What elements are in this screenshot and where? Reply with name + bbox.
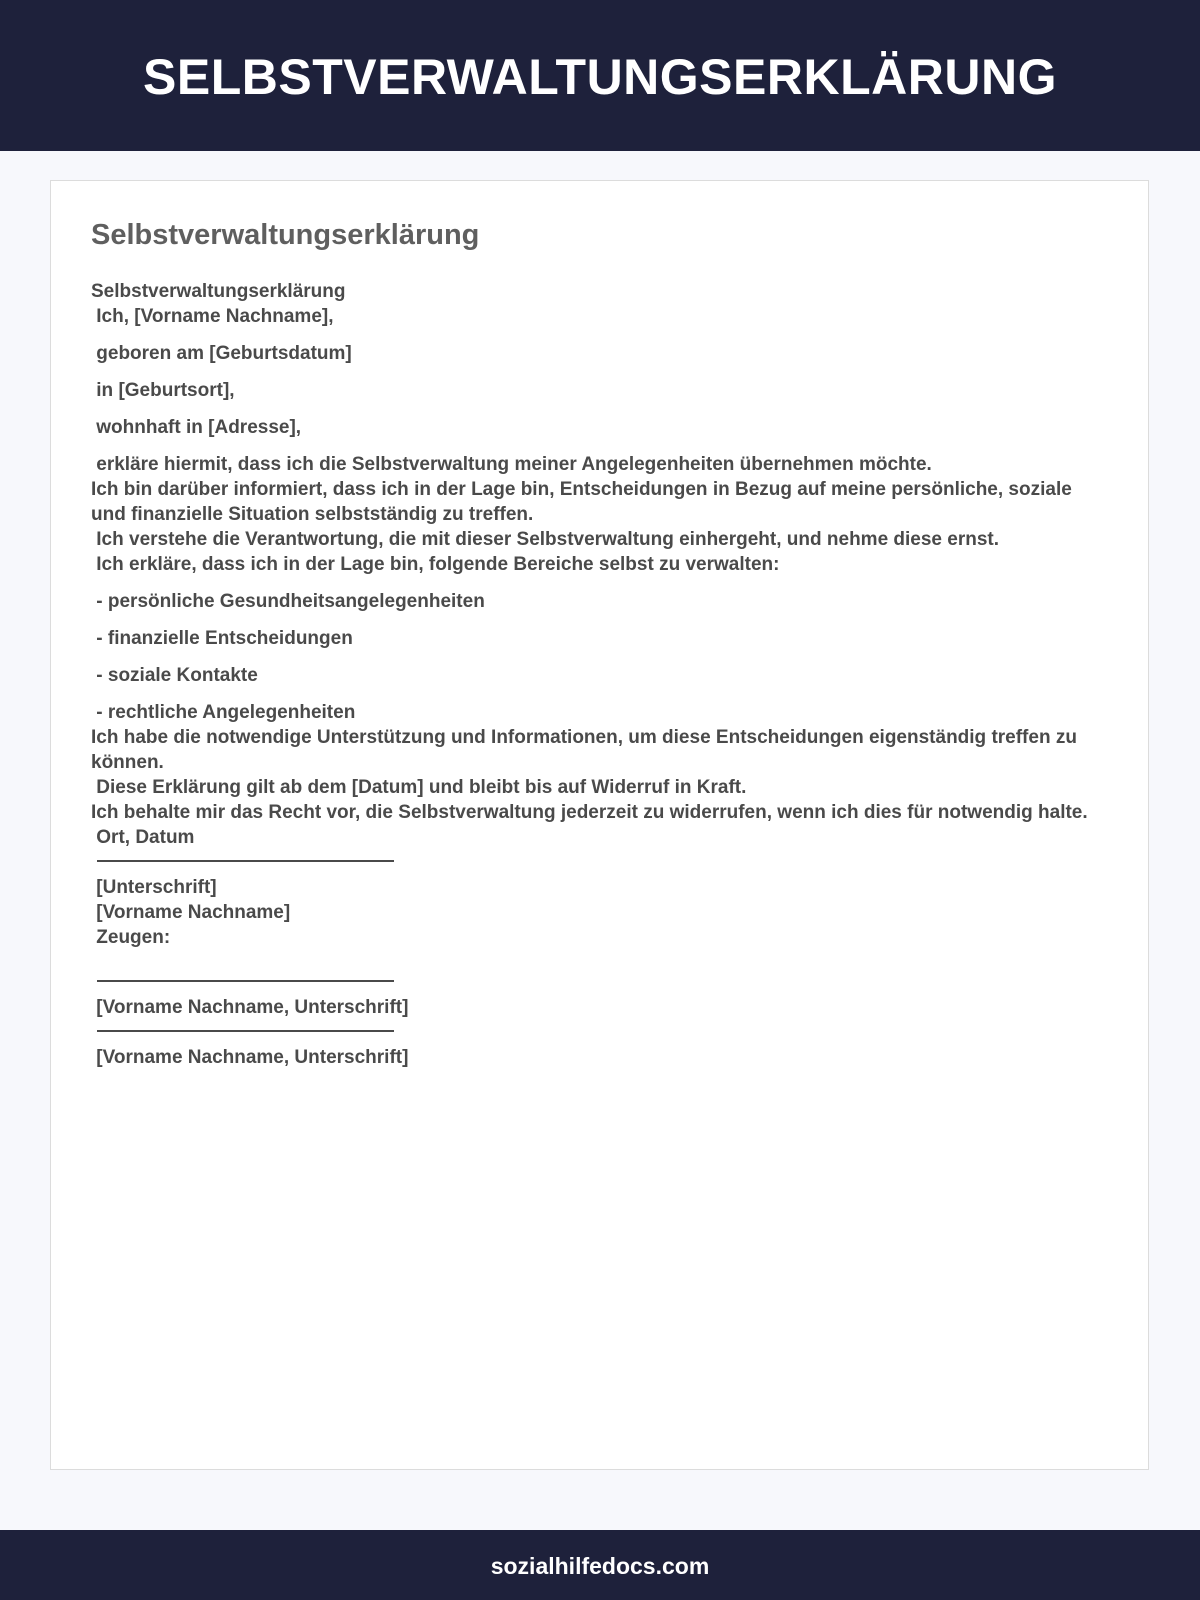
- doc-line-declaration: erkläre hiermit, dass ich die Selbstverwaltung meiner Angelegenheiten übernehmen möchte.: [91, 454, 932, 475]
- doc-line-validity: Diese Erklärung gilt ab dem [Datum] und bleibt bis auf Widerruf in Kraft.: [91, 777, 747, 798]
- witness-2-label: [Vorname Nachname, Unterschrift]: [91, 1047, 409, 1068]
- signer-name-label: [Vorname Nachname]: [91, 902, 291, 923]
- doc-line-address: wohnhaft in [Adresse],: [91, 417, 302, 438]
- document-card: [50, 180, 1149, 1470]
- doc-line-heading: Selbstverwaltungserklärung: [91, 281, 346, 302]
- witness-1-label: [Vorname Nachname, Unterschrift]: [91, 997, 409, 1018]
- doc-line-name: Ich, [Vorname Nachname],: [91, 306, 334, 327]
- list-item-legal: - rechtliche Angelegenheiten: [91, 702, 356, 723]
- witnesses-label: Zeugen:: [91, 927, 171, 948]
- document-body: [91, 279, 1101, 1070]
- doc-line-revocation: Ich behalte mir das Recht vor, die Selbstverwaltung jederzeit zu widerrufen, wenn ich dies für notwendig halte.: [91, 802, 1088, 823]
- doc-line-birthdate: geboren am [Geburtsdatum]: [91, 343, 352, 364]
- doc-line-responsibility: Ich verstehe die Verantwortung, die mit dieser Selbstverwaltung einhergeht, und nehme diese ernst.: [91, 529, 1000, 550]
- doc-line-support: Ich habe die notwendige Unterstützung und Informationen, um diese Entscheidungen eigenständig treffen zu können.: [91, 727, 1083, 773]
- list-item-finance: - finanzielle Entscheidungen: [91, 628, 353, 649]
- header-title: SELBSTVERWALTUNGSERKLÄRUNG: [143, 48, 1057, 105]
- footer-site-name: sozialhilfedocs.com: [490, 1552, 710, 1579]
- signature-label: [Unterschrift]: [91, 877, 217, 898]
- doc-line-place-date: Ort, Datum: [91, 827, 195, 848]
- witness-2-signature-line: [97, 1030, 394, 1032]
- doc-line-birthplace: in [Geburtsort],: [91, 380, 235, 401]
- document-title: Selbstverwaltungserklärung: [91, 219, 480, 251]
- witness-1-signature-line: [97, 980, 394, 982]
- doc-line-areas-intro: Ich erkläre, dass ich in der Lage bin, folgende Bereiche selbst zu verwalten:: [91, 554, 780, 575]
- page-header: [0, 0, 1200, 151]
- page-footer: [0, 1530, 1200, 1600]
- list-item-health: - persönliche Gesundheitsangelegenheiten: [91, 591, 485, 612]
- signature-line: [97, 860, 394, 862]
- doc-line-informed: Ich bin darüber informiert, dass ich in der Lage bin, Entscheidungen in Bezug auf meine persönliche, soziale und finanzielle Situation selbstständig zu treffen.: [91, 479, 1078, 525]
- list-item-social: - soziale Kontakte: [91, 665, 258, 686]
